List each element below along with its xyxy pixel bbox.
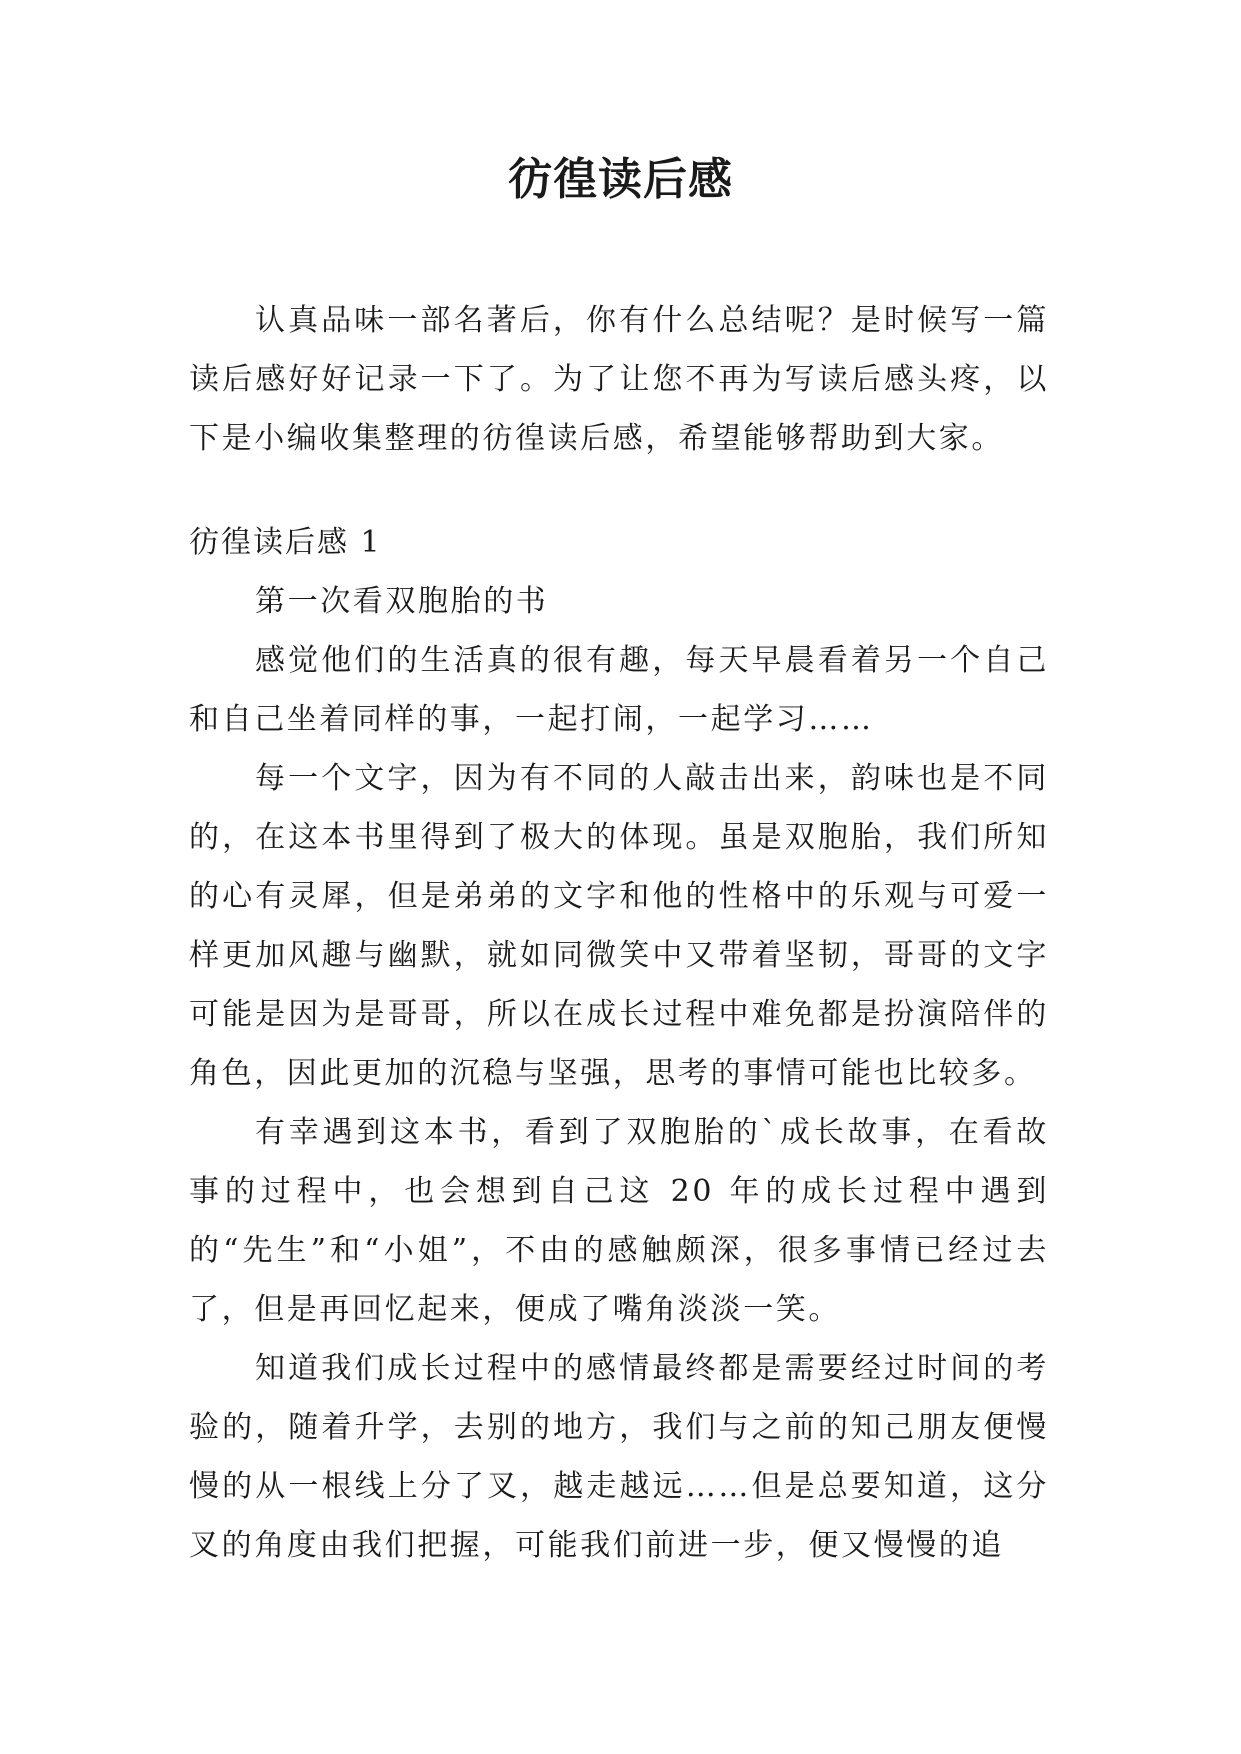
paragraph-4: 有幸遇到这本书，看到了双胞胎的`成长故事，在看故事的过程中，也会想到自己这 20 年的成长过程中遇到的“先生”和“小姐”，不由的感触颇深，很多事情已经过去了，但是再回忆起来，便成了嘴角淡淡一笑。 (189, 1115, 1049, 1327)
paragraph-1: 第一次看双胞胎的书 (255, 584, 549, 619)
intro-paragraph: 认真品味一部名著后，你有什么总结呢？是时候写一篇读后感好好记录一下了。为了让您不再为写读后感头疼，以下是小编收集整理的彷徨读后感，希望能够帮助到大家。 (189, 303, 1049, 456)
document-body (189, 291, 1049, 1575)
document-title: 彷徨读后感 (508, 154, 733, 205)
paragraph-2: 感觉他们的生活真的很有趣，每天早晨看着另一个自己和自己坐着同样的事，一起打闹，一起学习…… (189, 643, 1049, 737)
section-1 (189, 513, 1049, 1575)
paragraph-3: 每一个文字，因为有不同的人敲击出来，韵味也是不同的，在这本书里得到了极大的体现。虽是双胞胎，我们所知的心有灵犀，但是弟弟的文字和他的性格中的乐观与可爱一样更加风趣与幽默，就如同微笑中又带着坚韧，哥哥的文字可能是因为是哥哥，所以在成长过程中难免都是扮演陪伴的角色，因此更加的沉稳与坚强，思考的事情可能也比较多。 (189, 761, 1049, 1091)
section-heading: 彷徨读后感 1 (189, 525, 382, 560)
paragraph-5: 知道我们成长过程中的感情最终都是需要经过时间的考验的，随着升学，去别的地方，我们与之前的知己朋友便慢慢的从一根线上分了叉，越走越远……但是总要知道，这分叉的角度由我们把握，可能我们前进一步，便又慢慢的追 (189, 1351, 1049, 1563)
